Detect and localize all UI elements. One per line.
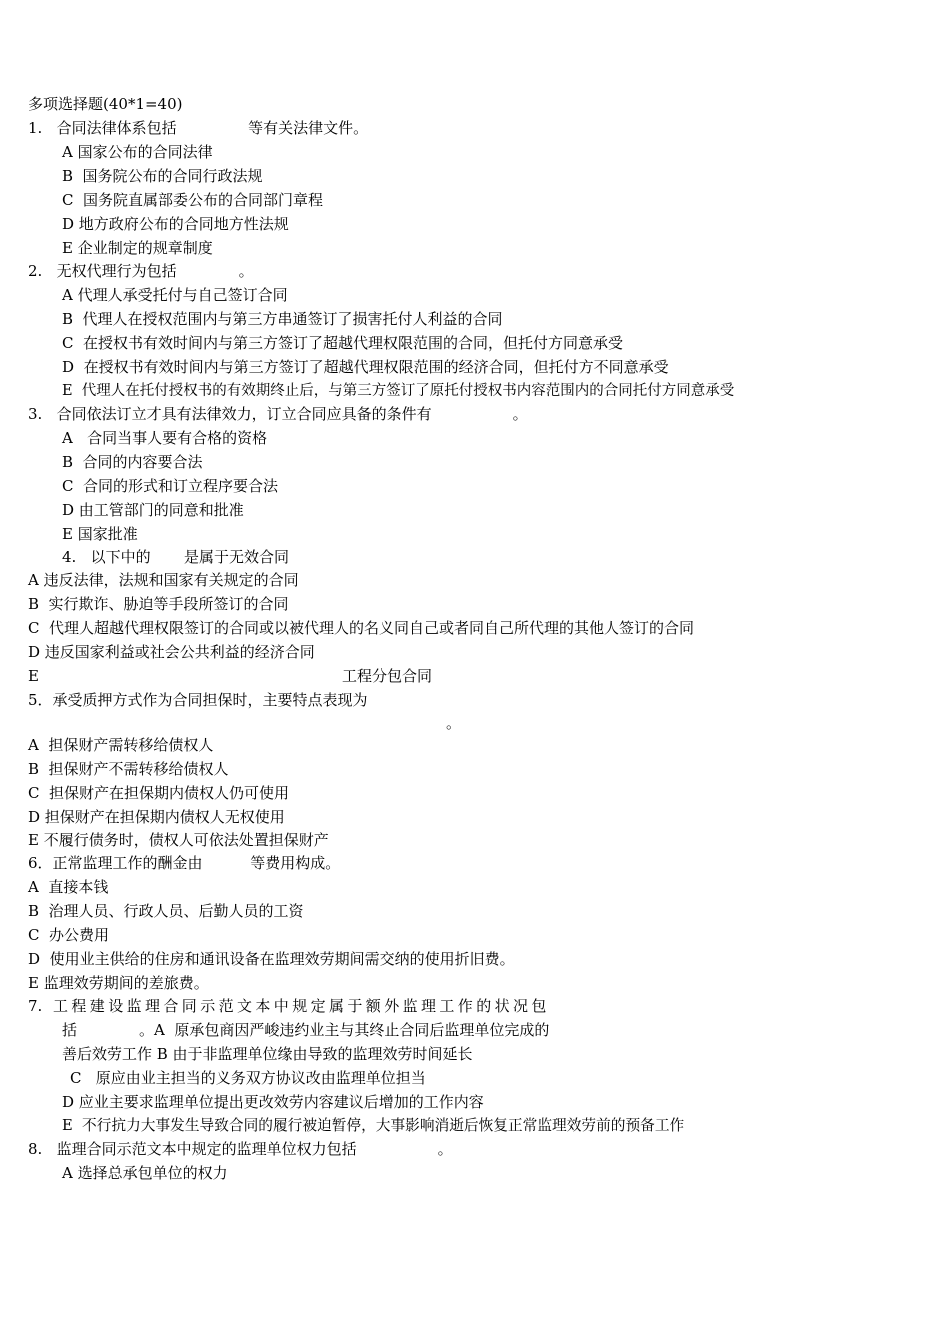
question-8: 8. 监理合同示范文本中规定的监理单位权力包括 。 — [28, 1140, 453, 1158]
option-b: B 合同的内容要合法 — [62, 453, 203, 471]
option-a: A 选择总承包单位的权力 — [62, 1164, 228, 1182]
option-d: D 违反国家利益或社会公共利益的经济合同 — [28, 643, 315, 661]
option-d: D 由工管部门的同意和批准 — [62, 501, 244, 519]
option-e: E 不履行债务时，债权人可依法处置担保财产 — [28, 831, 329, 849]
question-2: 2. 无权代理行为包括 。 — [28, 262, 254, 280]
section-heading: 多项选择题(40*1=40) — [28, 95, 183, 113]
option-e-label: E — [28, 667, 39, 685]
question-5: 5．承受质押方式作为合同担保时，主要特点表现为 — [28, 691, 368, 709]
option-e: E 监理效劳期间的差旅费。 — [28, 974, 209, 992]
option-b: B 实行欺诈、胁迫等手段所签订的合同 — [28, 595, 289, 613]
option-e-text: 工程分包合同 — [342, 667, 433, 685]
option-e: E 不行抗力大事发生导致合同的履行被迫暂停，大事影响消逝后恢复正常监理效劳前的预备工作 — [62, 1117, 685, 1134]
option-c: C 办公费用 — [28, 926, 110, 944]
option-e: E 国家批准 — [62, 525, 138, 543]
option-b: B 治理人员、行政人员、后勤人员的工资 — [28, 902, 304, 920]
option-b: B 担保财产不需转移给债权人 — [28, 760, 229, 778]
question-7-cont: 括 。A 原承包商因严峻违约业主与其终止合同后监理单位完成的 — [62, 1021, 550, 1039]
option-d: D 在授权书有效时间内与第三方签订了超越代理权限范围的经济合同，但托付方不同意承受 — [62, 358, 669, 376]
option-c: C 国务院直属部委公布的合同部门章程 — [62, 191, 324, 209]
question-7-number: 7. — [28, 997, 43, 1015]
option-d: D 地方政府公布的合同地方性法规 — [62, 215, 289, 233]
option-a: A 直接本钱 — [28, 878, 109, 896]
option-b: B 国务院公布的合同行政法规 — [62, 167, 263, 185]
option-c: C 代理人超越代理权限签订的合同或以被代理人的名义同自己或者同自己所代理的其他人签订的合同 — [28, 619, 695, 637]
option-a: A 担保财产需转移给债权人 — [28, 736, 214, 754]
option-a: A 违反法律，法规和国家有关规定的合同 — [28, 571, 299, 589]
option-e: E 企业制定的规章制度 — [62, 239, 213, 257]
question-7: 工程建设监理合同示范文本中规定属于额外监理工作的状况包 — [53, 997, 550, 1015]
option-c: C 合同的形式和订立程序要合法 — [62, 477, 279, 495]
question-1: 1. 合同法律体系包括 等有关法律文件。 — [28, 119, 369, 137]
option-e: E 代理人在托付授权书的有效期终止后，与第三方签订了原托付授权书内容范围内的合同托付方同意承受 — [62, 383, 735, 399]
option-a: A 国家公布的合同法律 — [62, 143, 213, 161]
option-c: C 原应由业主担当的义务双方协议改由监理单位担当 — [70, 1069, 426, 1087]
question-6: 6．正常监理工作的酬金由 等费用构成。 — [28, 854, 341, 872]
option-c: C 担保财产在担保期内债权人仍可使用 — [28, 784, 290, 802]
option-b: B 代理人在授权范围内与第三方串通签订了损害托付人利益的合同 — [62, 310, 503, 328]
option-d: D 应业主要求监理单位提出更改效劳内容建议后增加的工作内容 — [62, 1093, 484, 1111]
option-d: D 使用业主供给的住房和通讯设备在监理效劳期间需交纳的使用折旧费。 — [28, 950, 515, 968]
question-7-cont: 善后效劳工作 B 由于非监理单位缘由导致的监理效劳时间延长 — [62, 1045, 473, 1063]
option-a: A 合同当事人要有合格的资格 — [62, 429, 268, 447]
question-4: 4. 以下中的 是属于无效合同 — [62, 548, 289, 566]
option-c: C 在授权书有效时间内与第三方签订了超越代理权限范围的合同，但托付方同意承受 — [62, 334, 624, 352]
question-3: 3. 合同依法订立才具有法律效力，订立合同应具备的条件有 。 — [28, 405, 528, 423]
option-d: D 担保财产在担保期内债权人无权使用 — [28, 808, 285, 826]
question-5-end: 。 — [446, 714, 462, 732]
option-a: A 代理人承受托付与自己签订合同 — [62, 286, 288, 304]
